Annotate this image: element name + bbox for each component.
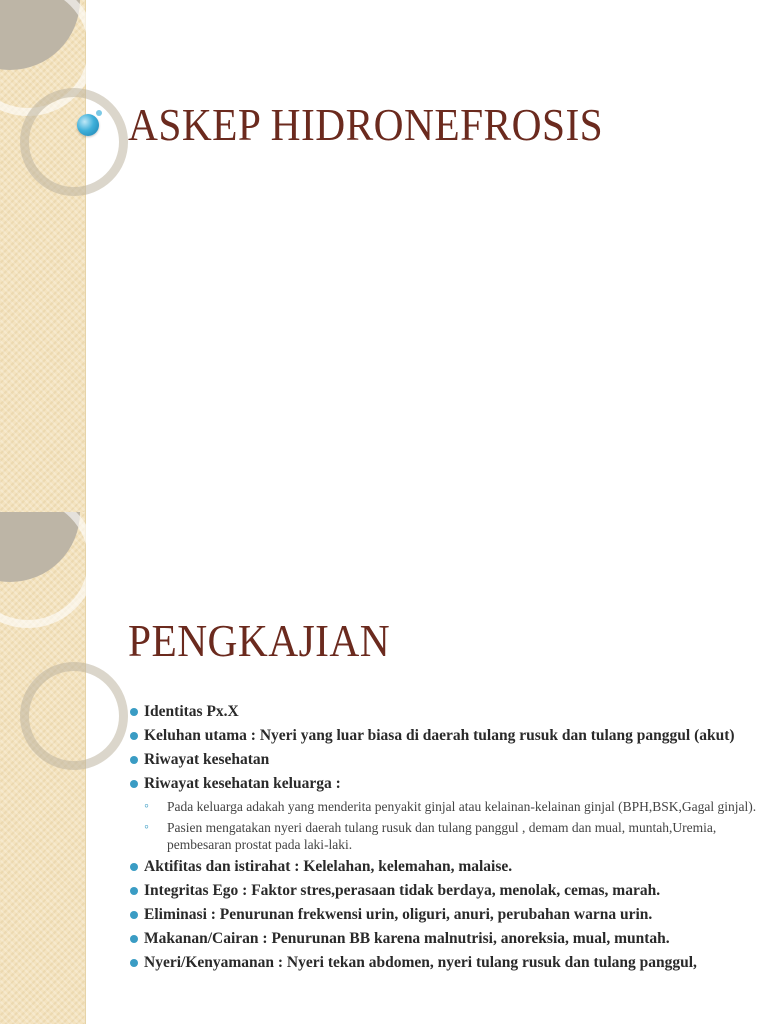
list-item: Eliminasi : Penurunan frekwensi urin, oliguri, anuri, perubahan warna urin. (130, 905, 760, 925)
decorative-sidebar (0, 0, 86, 512)
sub-list-item: ◦ Pada keluarga adakah yang menderita penyakit ginjal atau kelainan-kelainan ginjal (BPH,BSK,Gagal ginjal). (142, 798, 760, 815)
slide-2 (0, 512, 768, 1024)
list-item: Keluhan utama : Nyeri yang luar biasa di daerah tulang rusuk dan tulang panggul (akut) (130, 726, 760, 746)
list-item: Nyeri/Kenyamanan : Nyeri tekan abdomen, nyeri tulang rusuk dan tulang panggul, (130, 953, 760, 973)
list-item: Makanan/Cairan : Penurunan BB karena malnutrisi, anoreksia, mual, muntah. (130, 929, 760, 949)
list-item: Riwayat kesehatan (130, 750, 760, 770)
slide-title: ASKEP HIDRONEFROSIS (128, 99, 604, 150)
decorative-ball-icon (77, 114, 99, 136)
list-item: Riwayat kesehatan keluarga : (130, 774, 760, 794)
list-item: Identitas Px.X (130, 702, 760, 722)
bullet-list (130, 702, 760, 977)
slide-title: PENGKAJIAN (128, 615, 391, 666)
list-item: Aktifitas dan istirahat : Kelelahan, kelemahan, malaise. (130, 857, 760, 877)
decorative-dot-icon (96, 110, 102, 116)
sub-list-item: ◦ Pasien mengatakan nyeri daerah tulang rusuk dan tulang panggul , demam dan mual, muntah,Uremia, pembesaran prostat pada laki-laki. (142, 819, 760, 853)
decorative-ring (20, 88, 128, 196)
list-item: Integritas Ego : Faktor stres,perasaan tidak berdaya, menolak, cemas, marah. (130, 881, 760, 901)
decorative-ring (20, 662, 128, 770)
decorative-ring (0, 512, 96, 628)
decorative-sidebar (0, 512, 86, 1024)
